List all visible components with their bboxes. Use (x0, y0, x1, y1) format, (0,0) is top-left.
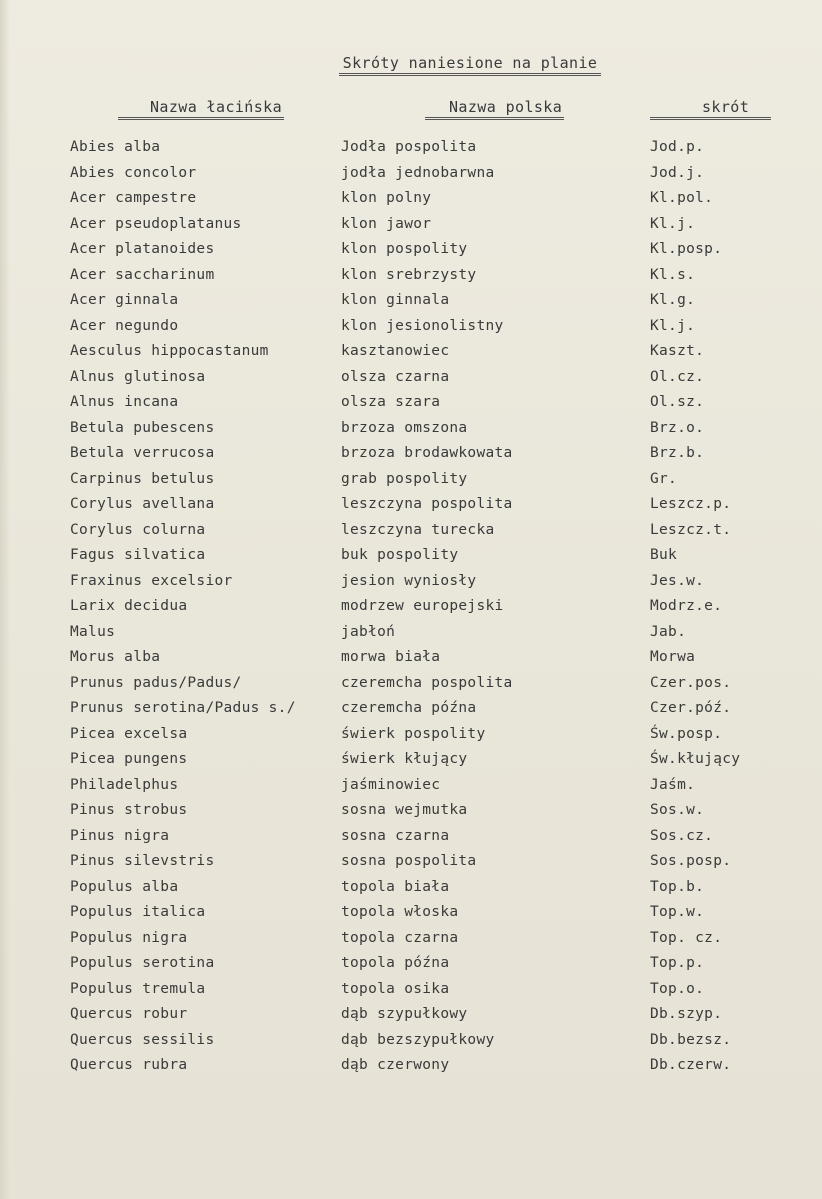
table-row (0, 316, 822, 342)
abbreviation-cell: Kaszt. (650, 343, 705, 359)
abbreviation-cell: Top.p. (650, 955, 705, 971)
polish-name-cell: sosna czarna (341, 827, 450, 844)
latin-name-cell: Quercus rubra (70, 1057, 188, 1073)
polish-name-cell: jabłoń (341, 623, 396, 640)
table-row (0, 571, 822, 597)
latin-name-cell: Malus (70, 623, 116, 640)
latin-name-cell: Populus nigra (70, 929, 188, 946)
table-row (0, 1055, 822, 1081)
latin-name-cell: Philadelphus (70, 776, 179, 793)
latin-name-cell: Betula verrucosa (70, 445, 215, 461)
abbreviation-cell: Jod.j. (650, 164, 705, 181)
polish-name-cell: jodła jednobarwna (341, 164, 495, 181)
latin-name-cell: Corylus avellana (70, 496, 215, 512)
latin-name-cell: Populus tremula (70, 980, 206, 997)
polish-name-cell: brzoza omszona (341, 419, 468, 436)
abbreviation-cell: Czer.póź. (650, 700, 732, 716)
abbreviation-cell: Db.czerw. (650, 1057, 732, 1073)
table-row (0, 877, 822, 903)
abbreviation-cell: Db.szyp. (650, 1006, 723, 1022)
polish-name-cell: modrzew europejski (341, 598, 504, 614)
table-row (0, 163, 822, 189)
abbreviation-cell: Brz.b. (650, 445, 705, 461)
abbreviation-cell: Ol.sz. (650, 394, 705, 410)
latin-name-cell: Morus alba (70, 649, 161, 665)
polish-name-cell: topola późna (341, 955, 450, 971)
latin-name-cell: Acer saccharinum (70, 266, 215, 283)
abbreviation-cell: Św.kłujący (650, 751, 741, 767)
abbreviation-cell: Jab. (650, 623, 687, 640)
table-row (0, 418, 822, 444)
table-row (0, 392, 822, 418)
table-row (0, 290, 822, 316)
abbreviation-cell: Ol.cz. (650, 368, 705, 385)
latin-name-cell: Prunus serotina/Padus s./ (70, 700, 296, 716)
polish-name-cell: olsza czarna (341, 368, 450, 385)
abbreviation-cell: Top. cz. (650, 929, 723, 946)
abbreviation-cell: Kl.pol. (650, 190, 714, 206)
table-row (0, 188, 822, 214)
document-title (0, 54, 822, 76)
abbreviation-cell: Kl.j. (650, 317, 696, 334)
latin-name-cell: Quercus robur (70, 1006, 188, 1022)
table-row (0, 520, 822, 546)
table-row (0, 1004, 822, 1030)
table-row (0, 698, 822, 724)
table-row (0, 928, 822, 954)
latin-name-cell: Populus alba (70, 878, 179, 895)
latin-name-cell: Carpinus betulus (70, 470, 215, 487)
column-header-polish (425, 98, 564, 120)
polish-name-cell: czeremcha pospolita (341, 674, 513, 691)
polish-name-cell: dąb czerwony (341, 1057, 450, 1073)
table-row (0, 800, 822, 826)
polish-name-cell: dąb bezszypułkowy (341, 1031, 495, 1048)
latin-name-cell: Quercus sessilis (70, 1031, 215, 1048)
latin-name-cell: Acer negundo (70, 317, 179, 334)
table-row (0, 902, 822, 928)
table-row (0, 775, 822, 801)
table-row (0, 469, 822, 495)
abbreviation-cell: Morwa (650, 649, 696, 665)
species-table (0, 137, 822, 1081)
abbreviation-cell: Kl.posp. (650, 241, 723, 257)
polish-name-cell: morwa biała (341, 649, 441, 665)
column-header-latin (118, 98, 284, 120)
latin-name-cell: Acer platanoides (70, 241, 215, 257)
table-row (0, 265, 822, 291)
polish-name-cell: sosna wejmutka (341, 802, 468, 818)
latin-name-cell: Betula pubescens (70, 419, 215, 436)
abbreviation-cell: Db.bezsz. (650, 1031, 732, 1048)
table-row (0, 851, 822, 877)
latin-name-cell: Acer ginnala (70, 292, 179, 308)
table-row (0, 137, 822, 163)
abbreviation-cell: Sos.w. (650, 802, 705, 818)
abbreviation-cell: Top.w. (650, 904, 705, 920)
polish-name-cell: klon ginnala (341, 292, 450, 308)
table-row (0, 367, 822, 393)
latin-name-cell: Fraxinus excelsior (70, 572, 233, 589)
latin-name-cell: Alnus glutinosa (70, 368, 206, 385)
latin-name-cell: Prunus padus/Padus/ (70, 674, 242, 691)
latin-name-cell: Corylus colurna (70, 521, 206, 538)
polish-name-cell: Jodła pospolita (341, 139, 477, 155)
abbreviation-cell: Czer.pos. (650, 674, 732, 691)
table-row (0, 826, 822, 852)
document-title-text: Skróty naniesione na planie (339, 54, 602, 76)
latin-name-cell: Pinus silevstris (70, 853, 215, 869)
column-header-abbreviation-text: skrót (650, 98, 771, 120)
polish-name-cell: topola włoska (341, 904, 459, 920)
abbreviation-cell: Gr. (650, 470, 678, 487)
column-header-latin-text: Nazwa łacińska (118, 98, 284, 120)
latin-name-cell: Abies alba (70, 139, 161, 155)
polish-name-cell: jaśminowiec (341, 776, 441, 793)
table-row (0, 647, 822, 673)
polish-name-cell: klon polny (341, 190, 432, 206)
table-row (0, 341, 822, 367)
table-row (0, 596, 822, 622)
latin-name-cell: Larix decidua (70, 598, 188, 614)
abbreviation-cell: Leszcz.t. (650, 521, 732, 538)
latin-name-cell: Populus italica (70, 904, 206, 920)
abbreviation-cell: Modrz.e. (650, 598, 723, 614)
table-row (0, 443, 822, 469)
polish-name-cell: olsza szara (341, 394, 441, 410)
abbreviation-cell: Buk (650, 547, 678, 563)
latin-name-cell: Populus serotina (70, 955, 215, 971)
column-header-polish-text: Nazwa polska (425, 98, 564, 120)
abbreviation-cell: Św.posp. (650, 725, 723, 742)
table-row (0, 494, 822, 520)
polish-name-cell: brzoza brodawkowata (341, 445, 513, 461)
latin-name-cell: Abies concolor (70, 164, 197, 181)
table-row (0, 622, 822, 648)
latin-name-cell: Pinus strobus (70, 802, 188, 818)
abbreviation-cell: Jes.w. (650, 572, 705, 589)
table-row (0, 724, 822, 750)
table-row (0, 214, 822, 240)
abbreviation-cell: Top.o. (650, 980, 705, 997)
abbreviation-cell: Kl.g. (650, 292, 696, 308)
abbreviation-cell: Kl.j. (650, 215, 696, 232)
abbreviation-cell: Kl.s. (650, 266, 696, 283)
polish-name-cell: klon jawor (341, 215, 432, 232)
table-row (0, 749, 822, 775)
polish-name-cell: klon pospolity (341, 241, 468, 257)
latin-name-cell: Aesculus hippocastanum (70, 343, 269, 359)
latin-name-cell: Fagus silvatica (70, 547, 206, 563)
column-header-abbreviation (650, 98, 771, 120)
polish-name-cell: dąb szypułkowy (341, 1006, 468, 1022)
polish-name-cell: leszczyna pospolita (341, 496, 513, 512)
abbreviation-cell: Jod.p. (650, 139, 705, 155)
polish-name-cell: topola osika (341, 980, 450, 997)
table-row (0, 1030, 822, 1056)
latin-name-cell: Picea excelsa (70, 725, 188, 742)
abbreviation-cell: Sos.cz. (650, 827, 714, 844)
polish-name-cell: kasztanowiec (341, 343, 450, 359)
table-row (0, 953, 822, 979)
polish-name-cell: grab pospolity (341, 470, 468, 487)
polish-name-cell: sosna pospolita (341, 853, 477, 869)
abbreviation-cell: Jaśm. (650, 776, 696, 793)
polish-name-cell: topola czarna (341, 929, 459, 946)
polish-name-cell: jesion wyniosły (341, 572, 477, 589)
abbreviation-cell: Sos.posp. (650, 853, 732, 869)
polish-name-cell: buk pospolity (341, 547, 459, 563)
abbreviation-cell: Top.b. (650, 878, 705, 895)
abbreviation-cell: Brz.o. (650, 419, 705, 436)
latin-name-cell: Acer pseudoplatanus (70, 215, 242, 232)
latin-name-cell: Alnus incana (70, 394, 179, 410)
polish-name-cell: topola biała (341, 878, 450, 895)
polish-name-cell: świerk kłujący (341, 751, 468, 767)
latin-name-cell: Picea pungens (70, 751, 188, 767)
latin-name-cell: Pinus nigra (70, 827, 170, 844)
polish-name-cell: klon jesionolistny (341, 317, 504, 334)
table-row (0, 239, 822, 265)
latin-name-cell: Acer campestre (70, 190, 197, 206)
polish-name-cell: klon srebrzysty (341, 266, 477, 283)
table-row (0, 979, 822, 1005)
polish-name-cell: czeremcha późna (341, 700, 477, 716)
polish-name-cell: świerk pospolity (341, 725, 486, 742)
table-row (0, 673, 822, 699)
polish-name-cell: leszczyna turecka (341, 521, 495, 538)
abbreviation-cell: Leszcz.p. (650, 496, 732, 512)
table-row (0, 545, 822, 571)
